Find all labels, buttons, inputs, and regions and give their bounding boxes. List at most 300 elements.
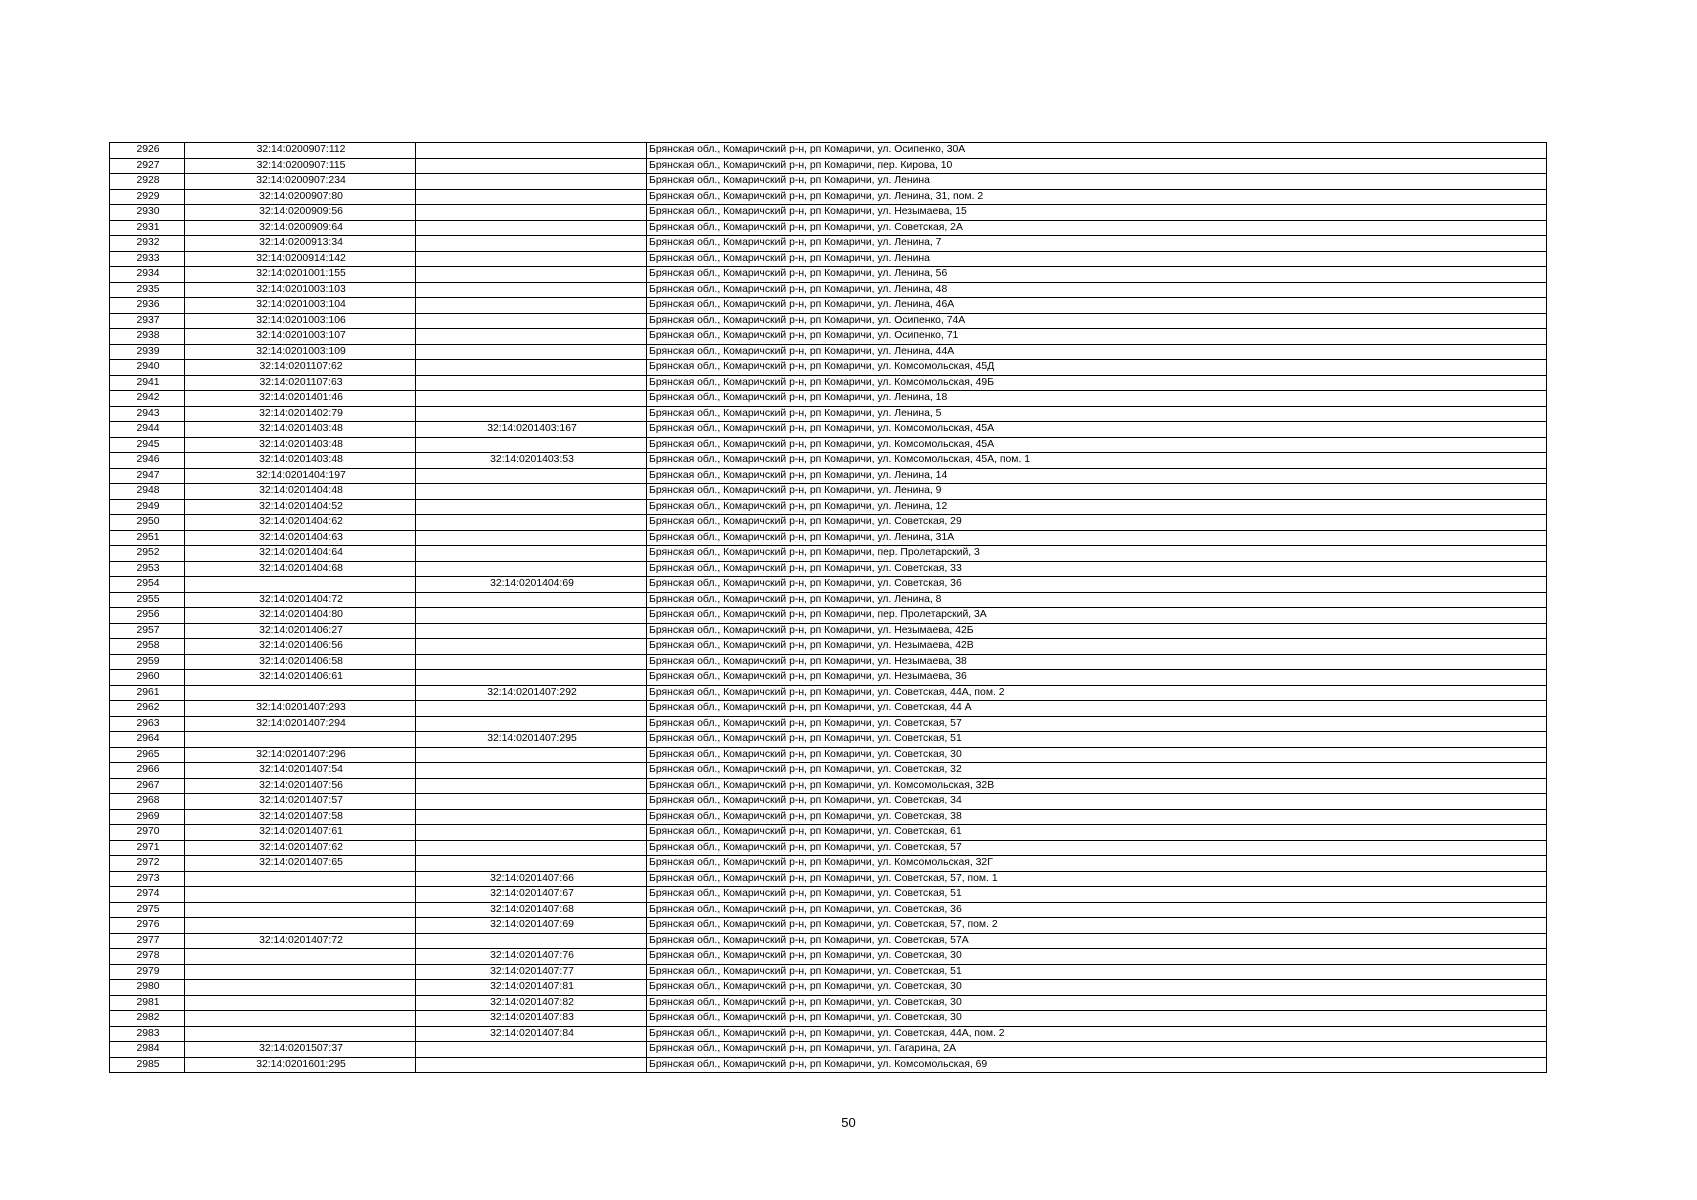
address-cell: Брянская обл., Комаричский р-н, рп Комаричи, ул. Осипенко, 74А bbox=[647, 313, 1547, 329]
cadastral-number-cell: 32:14:0201407:72 bbox=[185, 933, 416, 949]
table-row bbox=[110, 344, 1547, 360]
address-cell: Брянская обл., Комаричский р-н, рп Комаричи, ул. Ленина, 31, пом. 2 bbox=[647, 189, 1547, 205]
linked-cadastral-number-cell bbox=[416, 515, 647, 531]
linked-cadastral-number-cell bbox=[416, 561, 647, 577]
table-row bbox=[110, 809, 1547, 825]
cadastral-number-cell: 32:14:0201601:295 bbox=[185, 1057, 416, 1073]
table-row bbox=[110, 515, 1547, 531]
table-row bbox=[110, 732, 1547, 748]
address-cell: Брянская обл., Комаричский р-н, рп Комаричи, ул. Комсомольская, 32Г bbox=[647, 856, 1547, 872]
table-row bbox=[110, 313, 1547, 329]
linked-cadastral-number-cell bbox=[416, 654, 647, 670]
row-number-cell: 2976 bbox=[110, 918, 185, 934]
table-row bbox=[110, 251, 1547, 267]
registry-table-body bbox=[110, 143, 1547, 1073]
cadastral-number-cell: 32:14:0201406:27 bbox=[185, 623, 416, 639]
address-cell: Брянская обл., Комаричский р-н, рп Комаричи, ул. Советская, 32 bbox=[647, 763, 1547, 779]
cadastral-number-cell bbox=[185, 732, 416, 748]
linked-cadastral-number-cell bbox=[416, 794, 647, 810]
cadastral-number-cell: 32:14:0201403:48 bbox=[185, 437, 416, 453]
linked-cadastral-number-cell bbox=[416, 856, 647, 872]
row-number-cell: 2931 bbox=[110, 220, 185, 236]
address-cell: Брянская обл., Комаричский р-н, рп Комаричи, ул. Незымаева, 42Б bbox=[647, 623, 1547, 639]
address-cell: Брянская обл., Комаричский р-н, рп Комаричи, ул. Советская, 51 bbox=[647, 964, 1547, 980]
table-row bbox=[110, 778, 1547, 794]
table-row bbox=[110, 391, 1547, 407]
table-row bbox=[110, 825, 1547, 841]
address-cell: Брянская обл., Комаричский р-н, рп Комаричи, ул. Ленина, 44А bbox=[647, 344, 1547, 360]
cadastral-number-cell bbox=[185, 964, 416, 980]
linked-cadastral-number-cell bbox=[416, 484, 647, 500]
table-row bbox=[110, 236, 1547, 252]
cadastral-number-cell: 32:14:0201003:107 bbox=[185, 329, 416, 345]
row-number-cell: 2956 bbox=[110, 608, 185, 624]
cadastral-number-cell: 32:14:0201003:103 bbox=[185, 282, 416, 298]
cadastral-number-cell: 32:14:0201407:65 bbox=[185, 856, 416, 872]
row-number-cell: 2979 bbox=[110, 964, 185, 980]
row-number-cell: 2934 bbox=[110, 267, 185, 283]
linked-cadastral-number-cell bbox=[416, 391, 647, 407]
row-number-cell: 2963 bbox=[110, 716, 185, 732]
linked-cadastral-number-cell bbox=[416, 298, 647, 314]
row-number-cell: 2954 bbox=[110, 577, 185, 593]
linked-cadastral-number-cell bbox=[416, 220, 647, 236]
row-number-cell: 2952 bbox=[110, 546, 185, 562]
linked-cadastral-number-cell: 32:14:0201407:82 bbox=[416, 995, 647, 1011]
linked-cadastral-number-cell: 32:14:0201407:81 bbox=[416, 980, 647, 996]
linked-cadastral-number-cell bbox=[416, 763, 647, 779]
linked-cadastral-number-cell bbox=[416, 313, 647, 329]
row-number-cell: 2933 bbox=[110, 251, 185, 267]
table-row bbox=[110, 918, 1547, 934]
linked-cadastral-number-cell bbox=[416, 608, 647, 624]
table-row bbox=[110, 1011, 1547, 1027]
address-cell: Брянская обл., Комаричский р-н, рп Комаричи, ул. Советская, 30 bbox=[647, 995, 1547, 1011]
table-row bbox=[110, 282, 1547, 298]
row-number-cell: 2947 bbox=[110, 468, 185, 484]
row-number-cell: 2973 bbox=[110, 871, 185, 887]
row-number-cell: 2945 bbox=[110, 437, 185, 453]
linked-cadastral-number-cell bbox=[416, 174, 647, 190]
table-row bbox=[110, 701, 1547, 717]
table-row bbox=[110, 406, 1547, 422]
linked-cadastral-number-cell bbox=[416, 670, 647, 686]
address-cell: Брянская обл., Комаричский р-н, рп Комаричи, ул. Осипенко, 71 bbox=[647, 329, 1547, 345]
cadastral-number-cell: 32:14:0201001:155 bbox=[185, 267, 416, 283]
address-cell: Брянская обл., Комаричский р-н, рп Комаричи, ул. Советская, 51 bbox=[647, 887, 1547, 903]
address-cell: Брянская обл., Комаричский р-н, рп Комаричи, пер. Пролетарский, 3 bbox=[647, 546, 1547, 562]
table-row bbox=[110, 220, 1547, 236]
row-number-cell: 2930 bbox=[110, 205, 185, 221]
linked-cadastral-number-cell: 32:14:0201407:295 bbox=[416, 732, 647, 748]
linked-cadastral-number-cell bbox=[416, 437, 647, 453]
row-number-cell: 2970 bbox=[110, 825, 185, 841]
address-cell: Брянская обл., Комаричский р-н, рп Комаричи, ул. Советская, 57А bbox=[647, 933, 1547, 949]
address-cell: Брянская обл., Комаричский р-н, рп Комаричи, ул. Незымаева, 15 bbox=[647, 205, 1547, 221]
address-cell: Брянская обл., Комаричский р-н, рп Комаричи, ул. Советская, 30 bbox=[647, 980, 1547, 996]
linked-cadastral-number-cell: 32:14:0201407:292 bbox=[416, 685, 647, 701]
address-cell: Брянская обл., Комаричский р-н, рп Комаричи, ул. Советская, 44А, пом. 2 bbox=[647, 1026, 1547, 1042]
cadastral-number-cell: 32:14:0201507:37 bbox=[185, 1042, 416, 1058]
table-row bbox=[110, 205, 1547, 221]
table-row bbox=[110, 685, 1547, 701]
address-cell: Брянская обл., Комаричский р-н, рп Комаричи, ул. Советская, 44А, пом. 2 bbox=[647, 685, 1547, 701]
address-cell: Брянская обл., Комаричский р-н, рп Комаричи, ул. Советская, 29 bbox=[647, 515, 1547, 531]
linked-cadastral-number-cell bbox=[416, 716, 647, 732]
address-cell: Брянская обл., Комаричский р-н, рп Комаричи, ул. Комсомольская, 69 bbox=[647, 1057, 1547, 1073]
row-number-cell: 2929 bbox=[110, 189, 185, 205]
cadastral-number-cell: 32:14:0201407:56 bbox=[185, 778, 416, 794]
cadastral-number-cell: 32:14:0201403:48 bbox=[185, 422, 416, 438]
address-cell: Брянская обл., Комаричский р-н, рп Комаричи, ул. Советская, 34 bbox=[647, 794, 1547, 810]
table-row bbox=[110, 453, 1547, 469]
table-row bbox=[110, 763, 1547, 779]
linked-cadastral-number-cell bbox=[416, 809, 647, 825]
table-row bbox=[110, 189, 1547, 205]
cadastral-number-cell: 32:14:0200907:112 bbox=[185, 143, 416, 159]
cadastral-number-cell bbox=[185, 887, 416, 903]
address-cell: Брянская обл., Комаричский р-н, рп Комаричи, ул. Советская, 57 bbox=[647, 840, 1547, 856]
linked-cadastral-number-cell: 32:14:0201407:83 bbox=[416, 1011, 647, 1027]
linked-cadastral-number-cell bbox=[416, 592, 647, 608]
cadastral-number-cell: 32:14:0201404:72 bbox=[185, 592, 416, 608]
address-cell: Брянская обл., Комаричский р-н, рп Комаричи, ул. Советская, 36 bbox=[647, 577, 1547, 593]
cadastral-number-cell: 32:14:0200907:80 bbox=[185, 189, 416, 205]
table-row bbox=[110, 546, 1547, 562]
cadastral-number-cell: 32:14:0201404:80 bbox=[185, 608, 416, 624]
row-number-cell: 2941 bbox=[110, 375, 185, 391]
cadastral-number-cell: 32:14:0201401:46 bbox=[185, 391, 416, 407]
address-cell: Брянская обл., Комаричский р-н, рп Комаричи, ул. Комсомольская, 45А bbox=[647, 437, 1547, 453]
address-cell: Брянская обл., Комаричский р-н, рп Комаричи, ул. Ленина, 48 bbox=[647, 282, 1547, 298]
linked-cadastral-number-cell bbox=[416, 639, 647, 655]
address-cell: Брянская обл., Комаричский р-н, рп Комаричи, ул. Комсомольская, 45Д bbox=[647, 360, 1547, 376]
address-cell: Брянская обл., Комаричский р-н, рп Комаричи, ул. Ленина, 5 bbox=[647, 406, 1547, 422]
row-number-cell: 2969 bbox=[110, 809, 185, 825]
table-row bbox=[110, 623, 1547, 639]
row-number-cell: 2955 bbox=[110, 592, 185, 608]
table-row bbox=[110, 375, 1547, 391]
cadastral-number-cell: 32:14:0201404:48 bbox=[185, 484, 416, 500]
row-number-cell: 2949 bbox=[110, 499, 185, 515]
table-row bbox=[110, 1057, 1547, 1073]
table-row bbox=[110, 840, 1547, 856]
cadastral-number-cell: 32:14:0201407:293 bbox=[185, 701, 416, 717]
linked-cadastral-number-cell bbox=[416, 205, 647, 221]
row-number-cell: 2932 bbox=[110, 236, 185, 252]
cadastral-number-cell: 32:14:0200913:34 bbox=[185, 236, 416, 252]
cadastral-number-cell: 32:14:0201003:109 bbox=[185, 344, 416, 360]
row-number-cell: 2964 bbox=[110, 732, 185, 748]
row-number-cell: 2960 bbox=[110, 670, 185, 686]
linked-cadastral-number-cell bbox=[416, 933, 647, 949]
linked-cadastral-number-cell bbox=[416, 1057, 647, 1073]
row-number-cell: 2959 bbox=[110, 654, 185, 670]
linked-cadastral-number-cell bbox=[416, 840, 647, 856]
row-number-cell: 2942 bbox=[110, 391, 185, 407]
cadastral-number-cell: 32:14:0201406:58 bbox=[185, 654, 416, 670]
row-number-cell: 2985 bbox=[110, 1057, 185, 1073]
row-number-cell: 2958 bbox=[110, 639, 185, 655]
cadastral-number-cell: 32:14:0201403:48 bbox=[185, 453, 416, 469]
linked-cadastral-number-cell bbox=[416, 236, 647, 252]
cadastral-number-cell: 32:14:0201107:62 bbox=[185, 360, 416, 376]
cadastral-number-cell: 32:14:0200914:142 bbox=[185, 251, 416, 267]
page-number: 50 bbox=[841, 1115, 856, 1130]
address-cell: Брянская обл., Комаричский р-н, рп Комаричи, ул. Советская, 30 bbox=[647, 1011, 1547, 1027]
row-number-cell: 2984 bbox=[110, 1042, 185, 1058]
cadastral-number-cell: 32:14:0201407:58 bbox=[185, 809, 416, 825]
row-number-cell: 2961 bbox=[110, 685, 185, 701]
table-row bbox=[110, 794, 1547, 810]
row-number-cell: 2943 bbox=[110, 406, 185, 422]
linked-cadastral-number-cell bbox=[416, 406, 647, 422]
table-row bbox=[110, 608, 1547, 624]
linked-cadastral-number-cell bbox=[416, 158, 647, 174]
row-number-cell: 2940 bbox=[110, 360, 185, 376]
address-cell: Брянская обл., Комаричский р-н, рп Комаричи, ул. Ленина, 9 bbox=[647, 484, 1547, 500]
registry-table bbox=[109, 142, 1547, 1073]
table-row bbox=[110, 1042, 1547, 1058]
cadastral-number-cell: 32:14:0201003:104 bbox=[185, 298, 416, 314]
linked-cadastral-number-cell: 32:14:0201407:69 bbox=[416, 918, 647, 934]
cadastral-number-cell: 32:14:0201407:57 bbox=[185, 794, 416, 810]
linked-cadastral-number-cell: 32:14:0201404:69 bbox=[416, 577, 647, 593]
cadastral-number-cell: 32:14:0201107:63 bbox=[185, 375, 416, 391]
cadastral-number-cell: 32:14:0201404:63 bbox=[185, 530, 416, 546]
row-number-cell: 2957 bbox=[110, 623, 185, 639]
address-cell: Брянская обл., Комаричский р-н, рп Комаричи, пер. Пролетарский, 3А bbox=[647, 608, 1547, 624]
table-row bbox=[110, 143, 1547, 159]
row-number-cell: 2935 bbox=[110, 282, 185, 298]
linked-cadastral-number-cell bbox=[416, 282, 647, 298]
linked-cadastral-number-cell bbox=[416, 546, 647, 562]
table-row bbox=[110, 360, 1547, 376]
linked-cadastral-number-cell bbox=[416, 329, 647, 345]
linked-cadastral-number-cell bbox=[416, 1042, 647, 1058]
table-row bbox=[110, 499, 1547, 515]
address-cell: Брянская обл., Комаричский р-н, рп Комаричи, ул. Ленина, 12 bbox=[647, 499, 1547, 515]
table-row bbox=[110, 530, 1547, 546]
table-row bbox=[110, 995, 1547, 1011]
table-row bbox=[110, 980, 1547, 996]
address-cell: Брянская обл., Комаричский р-н, рп Комаричи, ул. Гагарина, 2А bbox=[647, 1042, 1547, 1058]
address-cell: Брянская обл., Комаричский р-н, рп Комаричи, ул. Советская, 30 bbox=[647, 747, 1547, 763]
cadastral-number-cell: 32:14:0201404:68 bbox=[185, 561, 416, 577]
table-row bbox=[110, 484, 1547, 500]
row-number-cell: 2950 bbox=[110, 515, 185, 531]
linked-cadastral-number-cell bbox=[416, 825, 647, 841]
row-number-cell: 2968 bbox=[110, 794, 185, 810]
linked-cadastral-number-cell bbox=[416, 143, 647, 159]
cadastral-number-cell: 32:14:0201402:79 bbox=[185, 406, 416, 422]
cadastral-number-cell: 32:14:0201404:62 bbox=[185, 515, 416, 531]
cadastral-number-cell: 32:14:0201406:61 bbox=[185, 670, 416, 686]
row-number-cell: 2936 bbox=[110, 298, 185, 314]
cadastral-number-cell bbox=[185, 995, 416, 1011]
table-row bbox=[110, 267, 1547, 283]
cadastral-number-cell: 32:14:0201407:61 bbox=[185, 825, 416, 841]
address-cell: Брянская обл., Комаричский р-н, рп Комаричи, ул. Ленина, 8 bbox=[647, 592, 1547, 608]
address-cell: Брянская обл., Комаричский р-н, рп Комаричи, ул. Советская, 57, пом. 2 bbox=[647, 918, 1547, 934]
row-number-cell: 2928 bbox=[110, 174, 185, 190]
linked-cadastral-number-cell: 32:14:0201407:77 bbox=[416, 964, 647, 980]
cadastral-number-cell bbox=[185, 577, 416, 593]
row-number-cell: 2951 bbox=[110, 530, 185, 546]
table-row bbox=[110, 592, 1547, 608]
address-cell: Брянская обл., Комаричский р-н, рп Комаричи, ул. Советская, 2А bbox=[647, 220, 1547, 236]
cadastral-number-cell: 32:14:0201407:54 bbox=[185, 763, 416, 779]
row-number-cell: 2972 bbox=[110, 856, 185, 872]
table-row bbox=[110, 887, 1547, 903]
linked-cadastral-number-cell bbox=[416, 530, 647, 546]
table-row bbox=[110, 964, 1547, 980]
address-cell: Брянская обл., Комаричский р-н, рп Комаричи, ул. Комсомольская, 32В bbox=[647, 778, 1547, 794]
row-number-cell: 2983 bbox=[110, 1026, 185, 1042]
address-cell: Брянская обл., Комаричский р-н, рп Комаричи, ул. Советская, 30 bbox=[647, 949, 1547, 965]
cadastral-number-cell: 32:14:0200909:64 bbox=[185, 220, 416, 236]
table-row bbox=[110, 654, 1547, 670]
cadastral-number-cell: 32:14:0201407:294 bbox=[185, 716, 416, 732]
table-row bbox=[110, 1026, 1547, 1042]
cadastral-number-cell bbox=[185, 902, 416, 918]
address-cell: Брянская обл., Комаричский р-н, рп Комаричи, ул. Ленина, 46А bbox=[647, 298, 1547, 314]
linked-cadastral-number-cell: 32:14:0201407:67 bbox=[416, 887, 647, 903]
address-cell: Брянская обл., Комаричский р-н, рп Комаричи, пер. Кирова, 10 bbox=[647, 158, 1547, 174]
cadastral-number-cell: 32:14:0200909:56 bbox=[185, 205, 416, 221]
cadastral-number-cell bbox=[185, 871, 416, 887]
table-row bbox=[110, 422, 1547, 438]
linked-cadastral-number-cell bbox=[416, 360, 647, 376]
row-number-cell: 2977 bbox=[110, 933, 185, 949]
cadastral-number-cell bbox=[185, 1026, 416, 1042]
cadastral-number-cell: 32:14:0200907:115 bbox=[185, 158, 416, 174]
address-cell: Брянская обл., Комаричский р-н, рп Комаричи, ул. Комсомольская, 45А bbox=[647, 422, 1547, 438]
address-cell: Брянская обл., Комаричский р-н, рп Комаричи, ул. Осипенко, 30А bbox=[647, 143, 1547, 159]
linked-cadastral-number-cell: 32:14:0201407:68 bbox=[416, 902, 647, 918]
linked-cadastral-number-cell bbox=[416, 701, 647, 717]
row-number-cell: 2939 bbox=[110, 344, 185, 360]
table-row bbox=[110, 158, 1547, 174]
address-cell: Брянская обл., Комаричский р-н, рп Комаричи, ул. Незымаева, 38 bbox=[647, 654, 1547, 670]
cadastral-number-cell: 32:14:0201404:52 bbox=[185, 499, 416, 515]
address-cell: Брянская обл., Комаричский р-н, рп Комаричи, ул. Комсомольская, 49Б bbox=[647, 375, 1547, 391]
table-row bbox=[110, 856, 1547, 872]
table-row bbox=[110, 949, 1547, 965]
table-row bbox=[110, 577, 1547, 593]
linked-cadastral-number-cell bbox=[416, 747, 647, 763]
linked-cadastral-number-cell bbox=[416, 499, 647, 515]
linked-cadastral-number-cell: 32:14:0201403:167 bbox=[416, 422, 647, 438]
table-row bbox=[110, 871, 1547, 887]
row-number-cell: 2962 bbox=[110, 701, 185, 717]
row-number-cell: 2982 bbox=[110, 1011, 185, 1027]
linked-cadastral-number-cell bbox=[416, 778, 647, 794]
row-number-cell: 2967 bbox=[110, 778, 185, 794]
address-cell: Брянская обл., Комаричский р-н, рп Комаричи, ул. Незымаева, 36 bbox=[647, 670, 1547, 686]
row-number-cell: 2938 bbox=[110, 329, 185, 345]
address-cell: Брянская обл., Комаричский р-н, рп Комаричи, ул. Советская, 57 bbox=[647, 716, 1547, 732]
cadastral-number-cell bbox=[185, 685, 416, 701]
row-number-cell: 2974 bbox=[110, 887, 185, 903]
address-cell: Брянская обл., Комаричский р-н, рп Комаричи, ул. Комсомольская, 45А, пом. 1 bbox=[647, 453, 1547, 469]
row-number-cell: 2927 bbox=[110, 158, 185, 174]
row-number-cell: 2926 bbox=[110, 143, 185, 159]
table-row bbox=[110, 468, 1547, 484]
address-cell: Брянская обл., Комаричский р-н, рп Комаричи, ул. Советская, 33 bbox=[647, 561, 1547, 577]
address-cell: Брянская обл., Комаричский р-н, рп Комаричи, ул. Советская, 51 bbox=[647, 732, 1547, 748]
address-cell: Брянская обл., Комаричский р-н, рп Комаричи, ул. Советская, 44 А bbox=[647, 701, 1547, 717]
linked-cadastral-number-cell: 32:14:0201407:66 bbox=[416, 871, 647, 887]
linked-cadastral-number-cell bbox=[416, 189, 647, 205]
cadastral-number-cell: 32:14:0201407:296 bbox=[185, 747, 416, 763]
row-number-cell: 2944 bbox=[110, 422, 185, 438]
linked-cadastral-number-cell bbox=[416, 375, 647, 391]
table-row bbox=[110, 902, 1547, 918]
cadastral-number-cell: 32:14:0200907:234 bbox=[185, 174, 416, 190]
cadastral-number-cell: 32:14:0201406:56 bbox=[185, 639, 416, 655]
row-number-cell: 2980 bbox=[110, 980, 185, 996]
address-cell: Брянская обл., Комаричский р-н, рп Комаричи, ул. Советская, 36 bbox=[647, 902, 1547, 918]
table-row bbox=[110, 298, 1547, 314]
row-number-cell: 2953 bbox=[110, 561, 185, 577]
address-cell: Брянская обл., Комаричский р-н, рп Комаричи, ул. Ленина bbox=[647, 174, 1547, 190]
address-cell: Брянская обл., Комаричский р-н, рп Комаричи, ул. Ленина bbox=[647, 251, 1547, 267]
row-number-cell: 2978 bbox=[110, 949, 185, 965]
table-row bbox=[110, 639, 1547, 655]
table-row bbox=[110, 670, 1547, 686]
cadastral-number-cell: 32:14:0201407:62 bbox=[185, 840, 416, 856]
linked-cadastral-number-cell: 32:14:0201407:84 bbox=[416, 1026, 647, 1042]
cadastral-number-cell bbox=[185, 1011, 416, 1027]
table-row bbox=[110, 174, 1547, 190]
cadastral-number-cell bbox=[185, 980, 416, 996]
row-number-cell: 2966 bbox=[110, 763, 185, 779]
address-cell: Брянская обл., Комаричский р-н, рп Комаричи, ул. Ленина, 7 bbox=[647, 236, 1547, 252]
cadastral-number-cell: 32:14:0201404:197 bbox=[185, 468, 416, 484]
address-cell: Брянская обл., Комаричский р-н, рп Комаричи, ул. Советская, 38 bbox=[647, 809, 1547, 825]
address-cell: Брянская обл., Комаричский р-н, рп Комаричи, ул. Советская, 61 bbox=[647, 825, 1547, 841]
cadastral-number-cell: 32:14:0201003:106 bbox=[185, 313, 416, 329]
table-row bbox=[110, 716, 1547, 732]
address-cell: Брянская обл., Комаричский р-н, рп Комаричи, ул. Ленина, 14 bbox=[647, 468, 1547, 484]
linked-cadastral-number-cell: 32:14:0201407:76 bbox=[416, 949, 647, 965]
table-row bbox=[110, 933, 1547, 949]
row-number-cell: 2971 bbox=[110, 840, 185, 856]
linked-cadastral-number-cell bbox=[416, 623, 647, 639]
table-row bbox=[110, 329, 1547, 345]
address-cell: Брянская обл., Комаричский р-н, рп Комаричи, ул. Ленина, 31А bbox=[647, 530, 1547, 546]
linked-cadastral-number-cell bbox=[416, 344, 647, 360]
row-number-cell: 2946 bbox=[110, 453, 185, 469]
row-number-cell: 2937 bbox=[110, 313, 185, 329]
linked-cadastral-number-cell: 32:14:0201403:53 bbox=[416, 453, 647, 469]
row-number-cell: 2975 bbox=[110, 902, 185, 918]
linked-cadastral-number-cell bbox=[416, 251, 647, 267]
cadastral-number-cell: 32:14:0201404:64 bbox=[185, 546, 416, 562]
cadastral-number-cell bbox=[185, 949, 416, 965]
table-row bbox=[110, 747, 1547, 763]
table-row bbox=[110, 437, 1547, 453]
address-cell: Брянская обл., Комаричский р-н, рп Комаричи, ул. Незымаева, 42В bbox=[647, 639, 1547, 655]
address-cell: Брянская обл., Комаричский р-н, рп Комаричи, ул. Ленина, 18 bbox=[647, 391, 1547, 407]
row-number-cell: 2981 bbox=[110, 995, 185, 1011]
linked-cadastral-number-cell bbox=[416, 468, 647, 484]
linked-cadastral-number-cell bbox=[416, 267, 647, 283]
address-cell: Брянская обл., Комаричский р-н, рп Комаричи, ул. Ленина, 56 bbox=[647, 267, 1547, 283]
cadastral-number-cell bbox=[185, 918, 416, 934]
row-number-cell: 2948 bbox=[110, 484, 185, 500]
